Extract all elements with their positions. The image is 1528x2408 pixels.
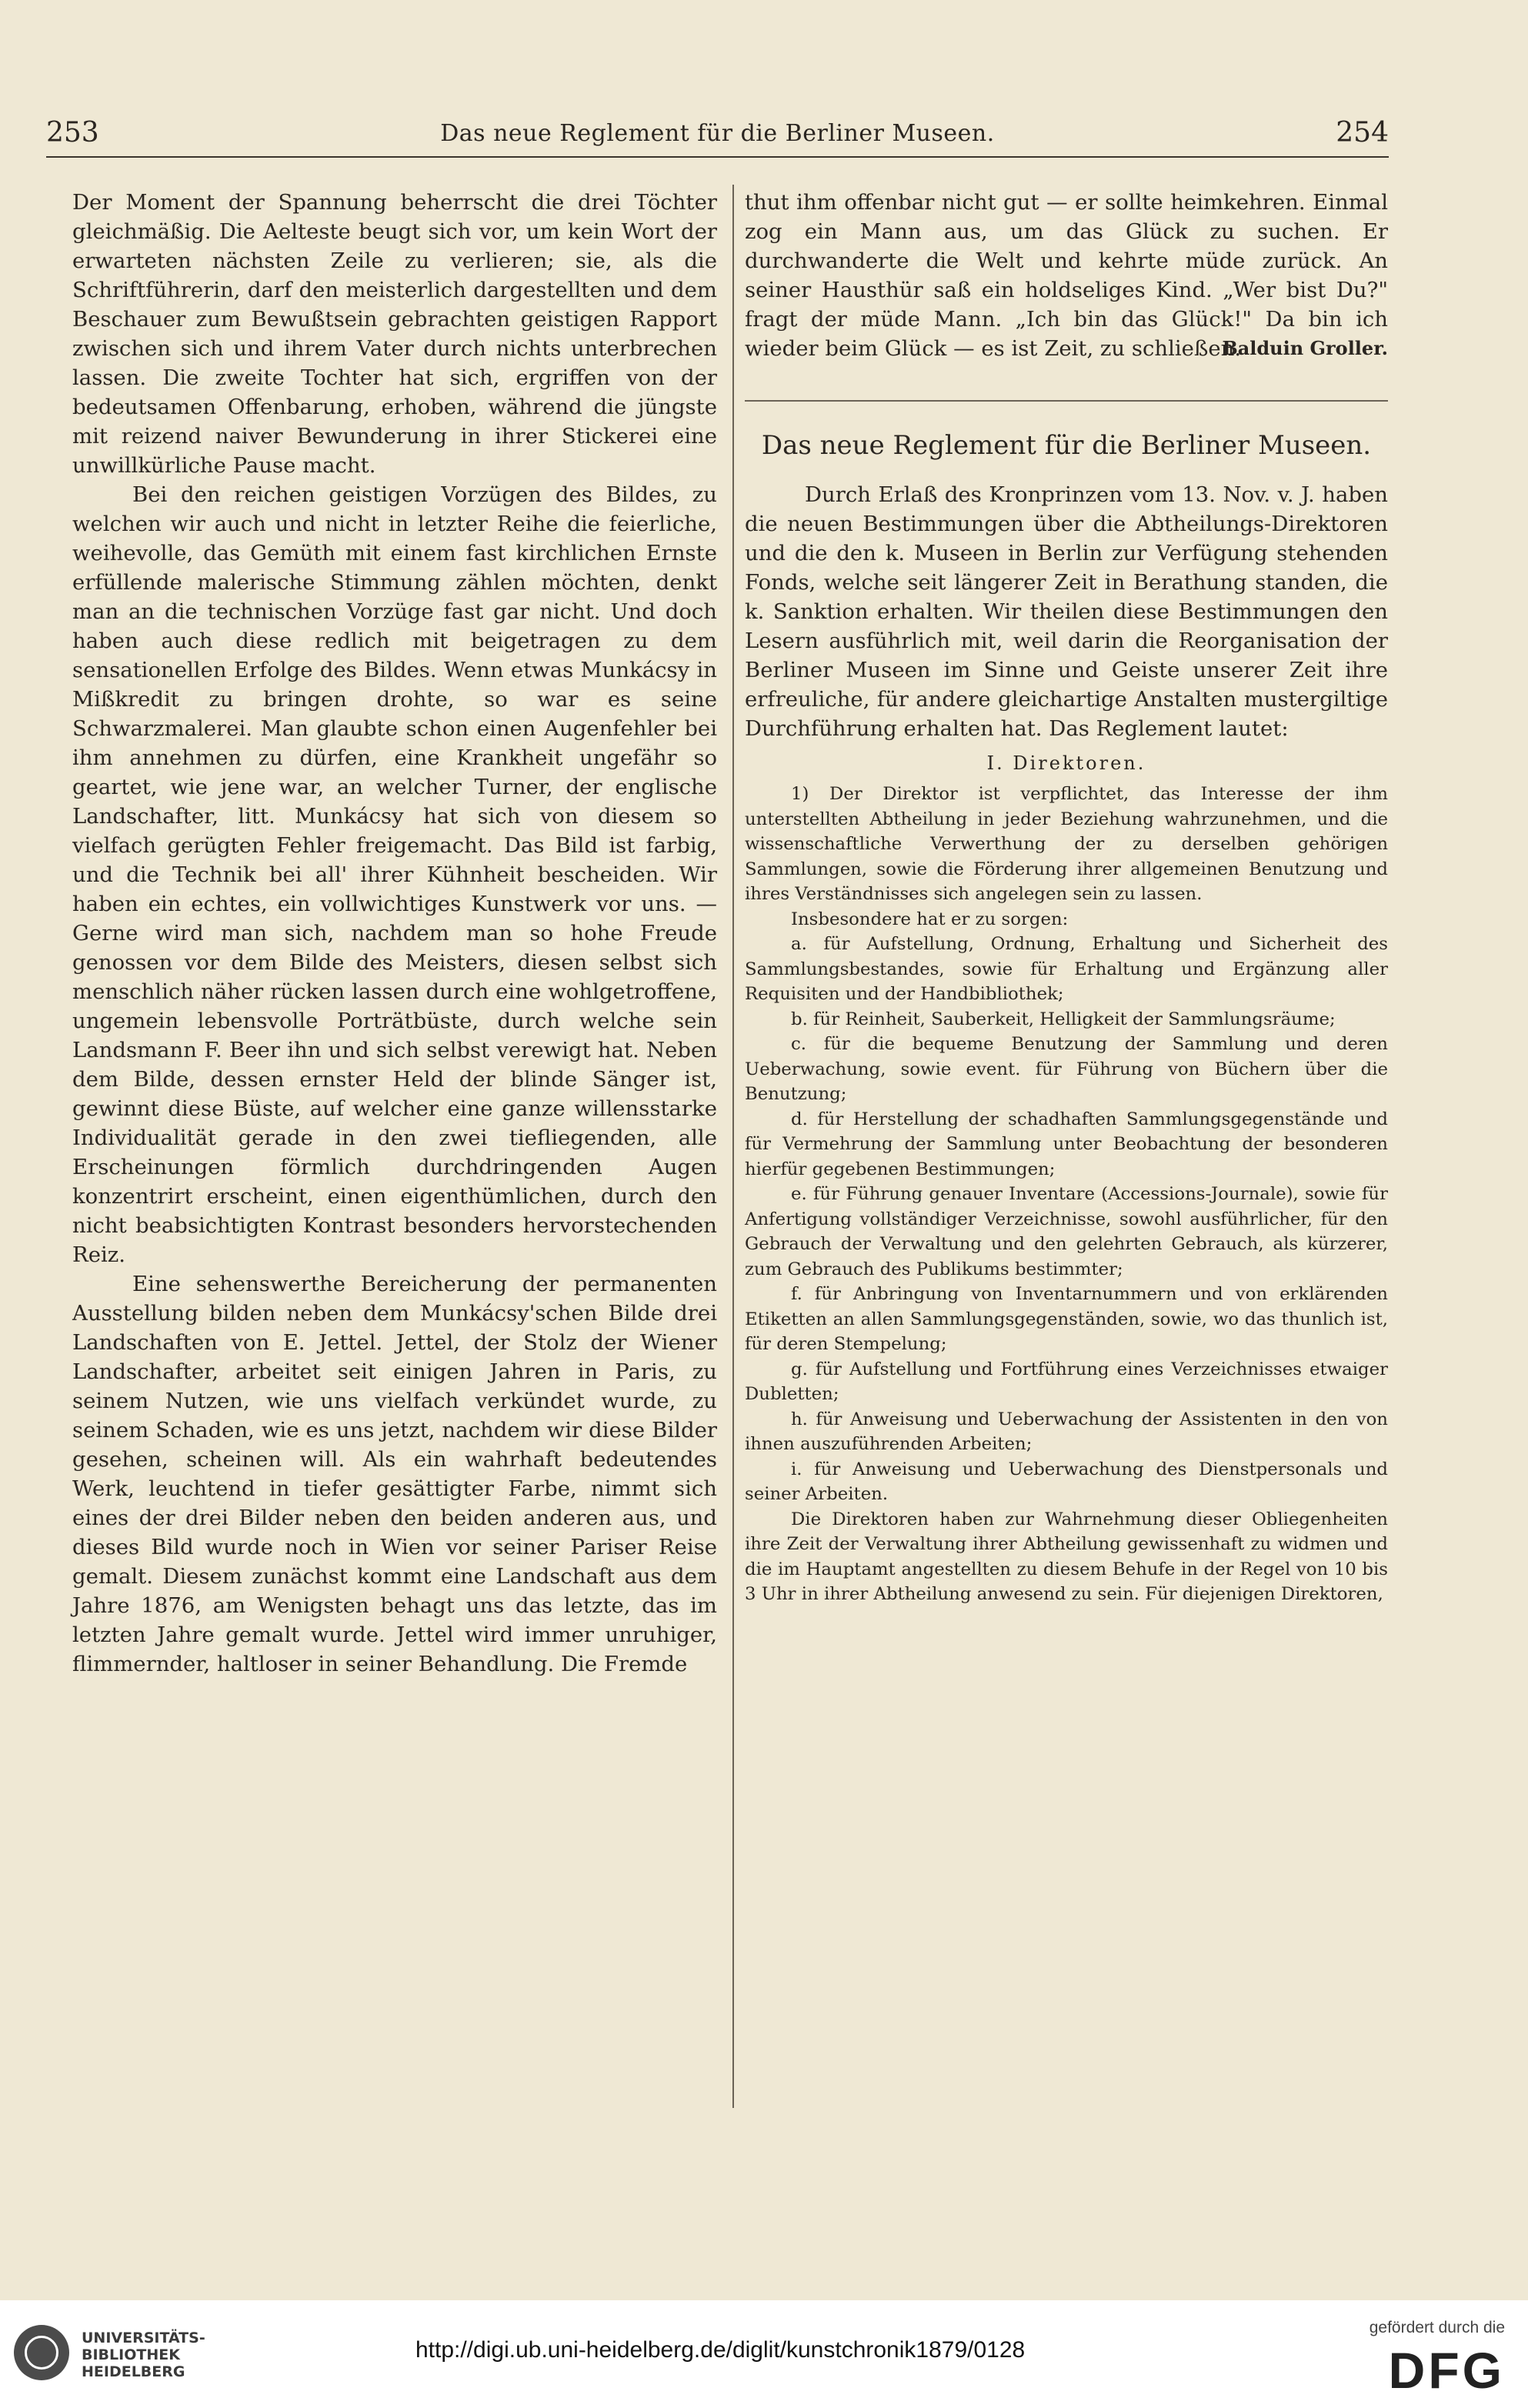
- funding-block: [1274, 2319, 1505, 2396]
- article-separator: [745, 400, 1388, 402]
- clause: 1) Der Direktor ist verpflichtet, das Interesse der ihm unterstellten Abtheilung in jeder Beziehung wahrzunehmen, und die wissenschaftliche Verwerthung der zu derselben gehörigen Sammlungen, sowie die Förderung ihrer allgemeinen Benutzung und ihres Verständnisses sich angelegen sein zu lassen.: [745, 784, 1388, 904]
- clause: b. für Reinheit, Sauberkeit, Helligkeit der Sammlungsräume;: [791, 1009, 1336, 1029]
- clause: Insbesondere hat er zu sorgen:: [791, 909, 1069, 929]
- paragraph: Bei den reichen geistigen Vorzügen des Bildes, zu welchen wir auch und nicht in letzter Reihe die feierliche, weihevolle, das Gemüth mit einem fast kirchlichen Ernste erfüllende malerische Stimmung zählen möchten, denkt man an die technischen Vorzüge fast gar nicht. Und doch haben auch diese redlich mit beigetragen zu dem sensationellen Erfolge des Bildes. Wenn etwas Munkácsy in Mißkredit zu bringen drohte, so war es seine Schwarzmalerei. Man glaubte schon einen Augenfehler bei ihm annehmen zu dürfen, eine Krankheit ungefähr so geartet, wie jene war, an welcher Turner, der englische Landschafter, litt. Munkácsy hat sich von diesem so vielfach gerügten Fehler freigemacht. Das Bild ist farbig, und die Technik bei all' ihrer Kühnheit bescheiden. Wir haben ein echtes, ein vollwichtiges Kunstwerk vor uns. — Gerne wird man sich, nachdem man so hohe Freude genossen vor dem Bilde des Meisters, diesen selbst sich menschlich näher rücken lassen durch eine wohlgetroffene, ungemein lebensvolle Porträtbüste, durch welche sein Landsmann F. Beer ihn und sich selbst verewigt hat. Neben dem Bilde, dessen ernster Held der blinde Sänger ist, gewinnt diese Büste, auf welcher eine ganze willensstarke Individualität gerade in den zwei tiefliegenden, alle Erscheinungen förmlich durchdringenden Augen konzentrirt erscheint, einen eigenthümlichen, durch den nicht beabsichtigten Kontrast besonders hervorstechenden Reiz.: [72, 482, 717, 1267]
- paragraph: Durch Erlaß des Kronprinzen vom 13. Nov. v. J. haben die neuen Bestimmungen über die Abtheilungs-Direktoren und die den k. Museen in Berlin zur Verfügung stehenden Fonds, welche seit längerer Zeit in Berathung standen, die k. Sanktion erhalten. Wir theilen diese Bestimmungen den Lesern ausführlich mit, weil darin die Reorganisation der Berliner Museen im Sinne und Geiste unserer Zeit ihre erfreuliche, für andere gleichartige Anstalten mustergiltige Durchführung erhalten hat. Das Reglement lautet:: [745, 482, 1388, 741]
- paragraph: thut ihm offenbar nicht gut — er sollte heimkehren. Einmal zog ein Mann aus, um das Glück zu suchen. Er durchwanderte die Welt und kehrte müde zurück. An seiner Hausthür saß ein holdseliges Kind. „Wer bist Du?" fragt der müde Mann. „Ich bin das Glück!" Da bin ich wieder beim Glück — es ist Zeit, zu schließen.: [745, 190, 1388, 361]
- page-number-right: 254: [1336, 117, 1389, 148]
- dfg-logo-text: DFG: [1388, 2342, 1505, 2393]
- author-signature: Balduin Groller.: [1222, 337, 1388, 359]
- clause: Die Direktoren haben zur Wahrnehmung dieser Obliegenheiten ihre Zeit der Verwaltung ihrer Abtheilung gewissenhaft zu widmen und die im Hauptamt angestellten zu diesem Behufe in der Regel von 10 bis 3 Uhr in ihrer Abtheilung anwesend zu sein. Für diejenigen Direktoren,: [745, 1509, 1388, 1604]
- running-head: [46, 117, 1389, 149]
- clause: c. für die bequeme Benutzung der Sammlung und deren Ueberwachung, sowie event. für Führung von Büchern über die Benutzung;: [745, 1034, 1388, 1104]
- clause: a. für Aufstellung, Ordnung, Erhaltung und Sicherheit des Sammlungsbestandes, sowie für Erhaltung und Ergänzung aller Requisiten und der Handbibliothek;: [745, 934, 1388, 1004]
- clause: i. für Anweisung und Ueberwachung des Dienstpersonals und seiner Arbeiten.: [745, 1459, 1388, 1504]
- digitization-footer: [0, 2300, 1528, 2408]
- paragraph: Der Moment der Spannung beherrscht die drei Töchter gleichmäßig. Die Aelteste beugt sich vor, um kein Wort der erwarteten nächsten Zeile zu verlieren; sie, als die Schriftführerin, darf den meisterlich dargestellten und dem Beschauer zum Bewußtsein gebrachten geistigen Rapport zwischen sich und ihrem Vater durch nichts unterbrechen lassen. Die zweite Tochter hat sich, ergriffen von der bedeutsamen Offenbarung, erhoben, während die jüngste mit reizend naiver Bewunderung in ihrer Stickerei eine unwillkürliche Pause macht.: [72, 190, 717, 478]
- section-heading: I. Direktoren.: [986, 752, 1146, 774]
- clause: g. für Aufstellung und Fortführung eines Verzeichnisses etwaiger Dubletten;: [745, 1359, 1388, 1404]
- clause: f. für Anbringung von Inventarnummern und von erklärenden Etiketten an allen Sammlungsgegenständen, sowie, wo das thunlich ist, für deren Stempelung;: [745, 1284, 1388, 1354]
- logo-line: UNIVERSITÄTS-: [82, 2330, 205, 2346]
- source-url-link[interactable]: http://digi.ub.uni-heidelberg.de/diglit/kunstchronik1879/0128: [415, 2337, 1026, 2363]
- clause: h. für Anweisung und Ueberwachung der Assistenten in den von ihnen auszuführenden Arbeiten;: [745, 1409, 1388, 1454]
- logo-line: BIBLIOTHEK: [82, 2346, 180, 2363]
- running-title: Das neue Reglement für die Berliner Museen.: [440, 120, 995, 147]
- page-number-left: 253: [46, 117, 99, 148]
- right-column: [745, 188, 1388, 1607]
- library-logo[interactable]: [14, 2322, 245, 2386]
- left-column: [72, 188, 717, 1679]
- clause: d. für Herstellung der schadhaften Sammlungsgegenstände und für Vermehrung der Sammlung unter Beobachtung der besonderen hierfür gegebenen Bestimmungen;: [745, 1109, 1388, 1179]
- logo-line: HEIDELBERG: [82, 2363, 185, 2380]
- header-rule: [46, 156, 1389, 158]
- clause: e. für Führung genauer Inventare (Accessions-Journale), sowie für Anfertigung vollständiger Verzeichnisse, sowohl ausführlicher, für den Gebrauch der Verwaltung und den gelehrten Gebrauch, als kürzerer, zum Gebrauch des Publikums bestimmter;: [745, 1184, 1388, 1279]
- article-title: Das neue Reglement für die Berliner Museen.: [761, 430, 1372, 461]
- dfg-logo-icon[interactable]: [1351, 2342, 1505, 2393]
- library-logo-text: [82, 2330, 205, 2380]
- paragraph: Eine sehenswerthe Bereicherung der permanenten Ausstellung bilden neben dem Munkácsy'schen Bilde drei Landschaften von E. Jettel. Jettel, der Stolz der Wiener Landschafter, arbeitet seit einigen Jahren in Paris, zu seinem Nutzen, wie uns vielfach verkündet wurde, zu seinem Schaden, wie es uns jetzt, nachdem wir diese Bilder gesehen, scheinen will. Als ein wahrhaft bedeutendes Werk, leuchtend in tiefer gesättigter Farbe, nimmt sich eines der drei Bilder neben den beiden anderen aus, und dieses Bild wurde noch in Wien vor seiner Pariser Reise gemalt. Diesem zunächst kommt eine Landschaft aus dem Jahre 1876, am Wenigsten behagt uns das letzte, das im letzten Jahre gemalt wurde. Jettel wird immer unruhiger, flimmernder, haltloser in seiner Behandlung. Die Fremde: [72, 1272, 717, 1676]
- column-divider: [732, 185, 734, 2108]
- funded-by-label: gefördert durch die: [1369, 2319, 1505, 2336]
- university-seal-icon: [14, 2325, 69, 2380]
